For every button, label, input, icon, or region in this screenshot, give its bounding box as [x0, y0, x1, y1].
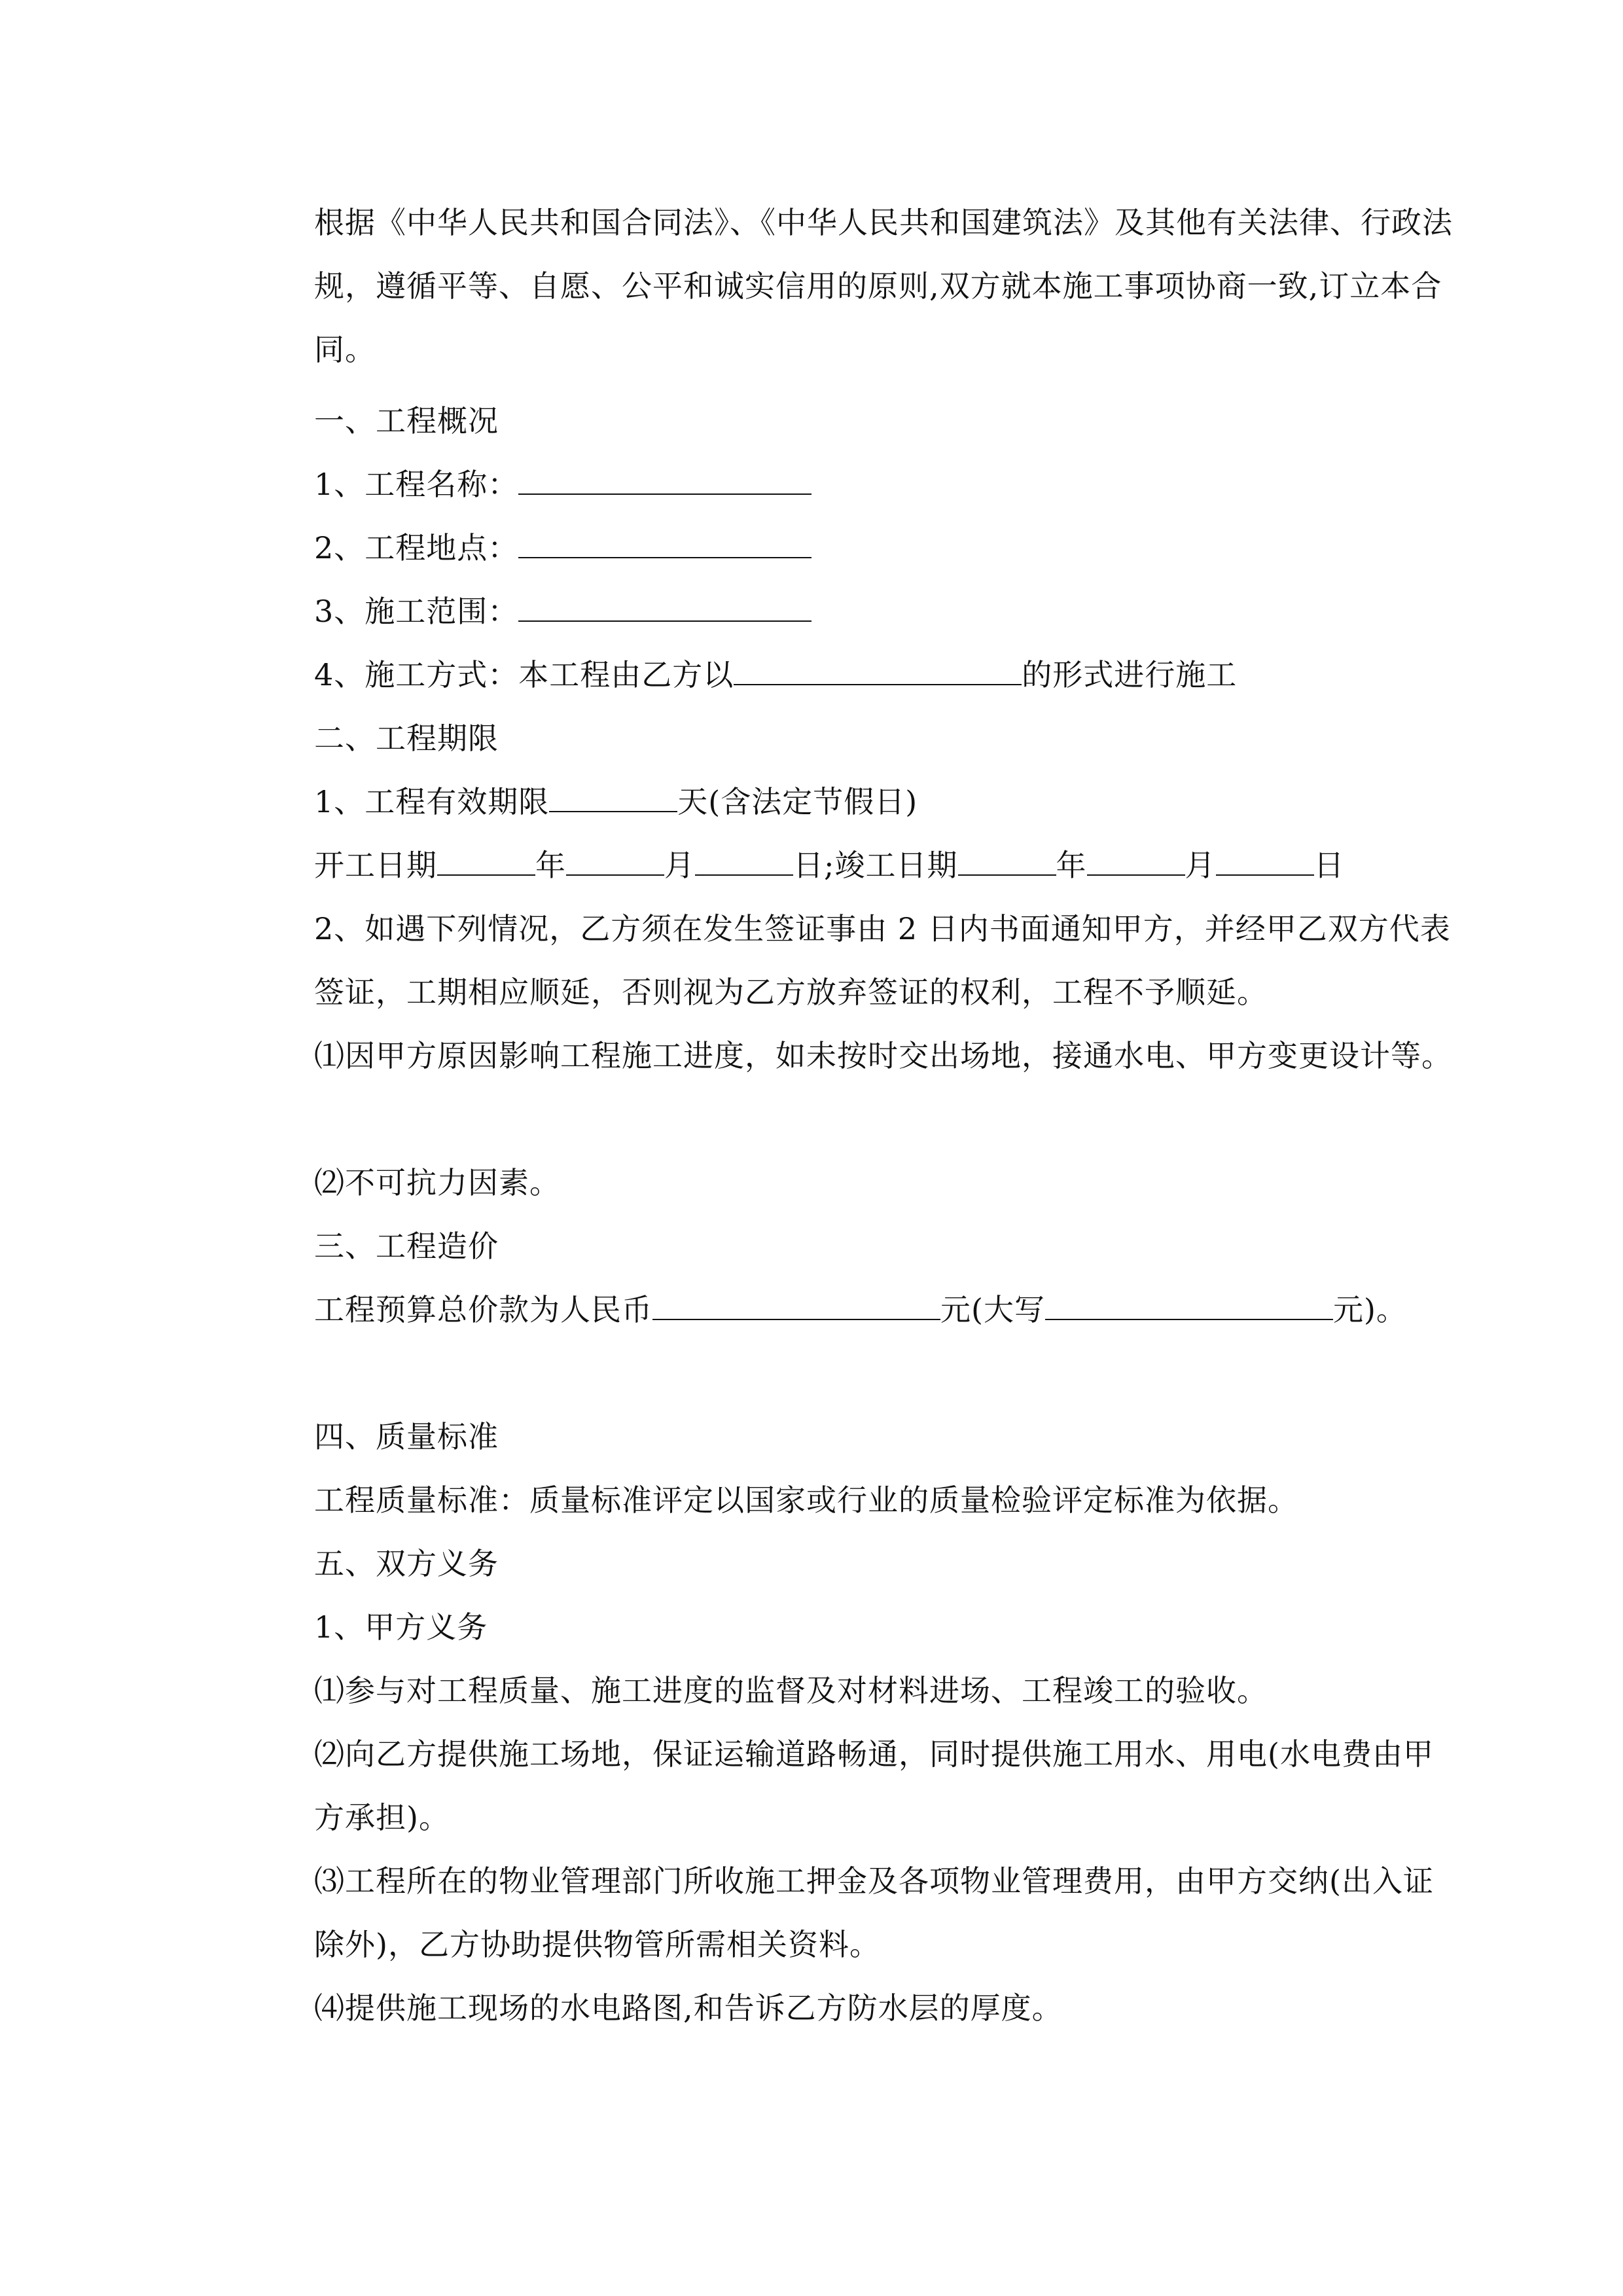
project-location-label: 2、工程地点：: [314, 530, 519, 565]
start-year-blank: [437, 847, 535, 876]
section1-heading: 一、工程概况: [314, 403, 499, 439]
construction-scope-row: [247, 580, 1453, 643]
intro-paragraph: 根据《中华人民共和国合同法》、《中华人民共和国建筑法》及其他有关法律、行政法规，遵循平等、自愿、公平和诚实信用的原则,双方就本施工事项协商一致,订立本合同。: [314, 205, 1453, 367]
price-amount-blank: [652, 1291, 940, 1320]
dates-row: [247, 834, 1453, 897]
party-a-duty-2: ⑵向乙方提供施工场地，保证运输道路畅通，同时提供施工用水、用电(水电费由甲方承担)。: [314, 1736, 1434, 1835]
end-month-blank: [1087, 847, 1185, 876]
construction-method-blank: [734, 656, 1022, 685]
party-a-duty-1: ⑴参与对工程质量、施工进度的监督及对材料进场、工程竣工的验收。: [314, 1673, 1268, 1708]
construction-scope-blank: [518, 593, 812, 622]
end-day-blank: [1216, 847, 1314, 876]
duration-suffix: 天(含法定节假日): [677, 784, 918, 819]
party-a-duty-4: ⑷提供施工现场的水电路图,和告诉乙方防水层的厚度。: [314, 1990, 1063, 2026]
project-name-label: 1、工程名称：: [314, 467, 519, 502]
start-month-blank: [566, 847, 664, 876]
end-year-blank: [958, 847, 1056, 876]
duration-prefix: 1、工程有效期限: [314, 784, 550, 819]
section3-heading: 三、工程造价: [314, 1229, 499, 1264]
section2-heading: 二、工程期限: [314, 721, 499, 756]
delay-reason-1: ⑴因甲方原因影响工程施工进度，如未按时交出场地，接通水电、甲方变更设计等。: [314, 1038, 1452, 1073]
price-capital-blank: [1045, 1291, 1333, 1320]
end-date-label: 日;竣工日期: [793, 848, 958, 883]
price-mid: 元(大写: [940, 1292, 1045, 1327]
delay-reason-2: ⑵不可抗力因素。: [314, 1165, 560, 1200]
party-a-duties-heading: 1、甲方义务: [314, 1609, 488, 1645]
price-end: 元)。: [1332, 1292, 1407, 1327]
section4-heading: 四、质量标准: [314, 1419, 499, 1454]
project-location-blank: [518, 529, 812, 558]
construction-method-prefix: 4、施工方式：本工程由乙方以: [314, 657, 734, 692]
start-year-label: 年: [535, 848, 566, 883]
start-month-label: 月: [664, 848, 695, 883]
start-date-label: 开工日期: [314, 848, 437, 883]
quality-standard: 工程质量标准：质量标准评定以国家或行业的质量检验评定标准为依据。: [314, 1482, 1298, 1518]
section5-heading: 五、双方义务: [314, 1546, 499, 1581]
start-day-blank: [695, 847, 793, 876]
duration-row: [247, 770, 1453, 834]
construction-scope-label: 3、施工范围：: [314, 594, 519, 629]
price-prefix: 工程预算总价款为人民币: [314, 1292, 652, 1327]
project-name-blank: [518, 466, 812, 495]
price-paragraph: [247, 1278, 1453, 1342]
duration-blank: [549, 783, 677, 812]
construction-method-suffix: 的形式进行施工: [1022, 657, 1238, 692]
project-name-row: [247, 453, 1453, 516]
end-month-label: 月: [1185, 848, 1216, 883]
party-a-duty-3: ⑶工程所在的物业管理部门所收施工押金及各项物业管理费用，由甲方交纳(出入证除外)，乙方协助提供物管所需相关资料。: [314, 1863, 1434, 1962]
delay-notice-paragraph: 2、如遇下列情况，乙方须在发生签证事由 2 日内书面通知甲方，并经甲乙双方代表签证，工期相应顺延，否则视为乙方放弃签证的权利，工程不予顺延。: [314, 911, 1451, 1010]
project-location-row: [247, 516, 1453, 580]
end-year-label: 年: [1056, 848, 1087, 883]
end-day-label: 日: [1313, 848, 1345, 883]
construction-method-row: [247, 643, 1453, 707]
